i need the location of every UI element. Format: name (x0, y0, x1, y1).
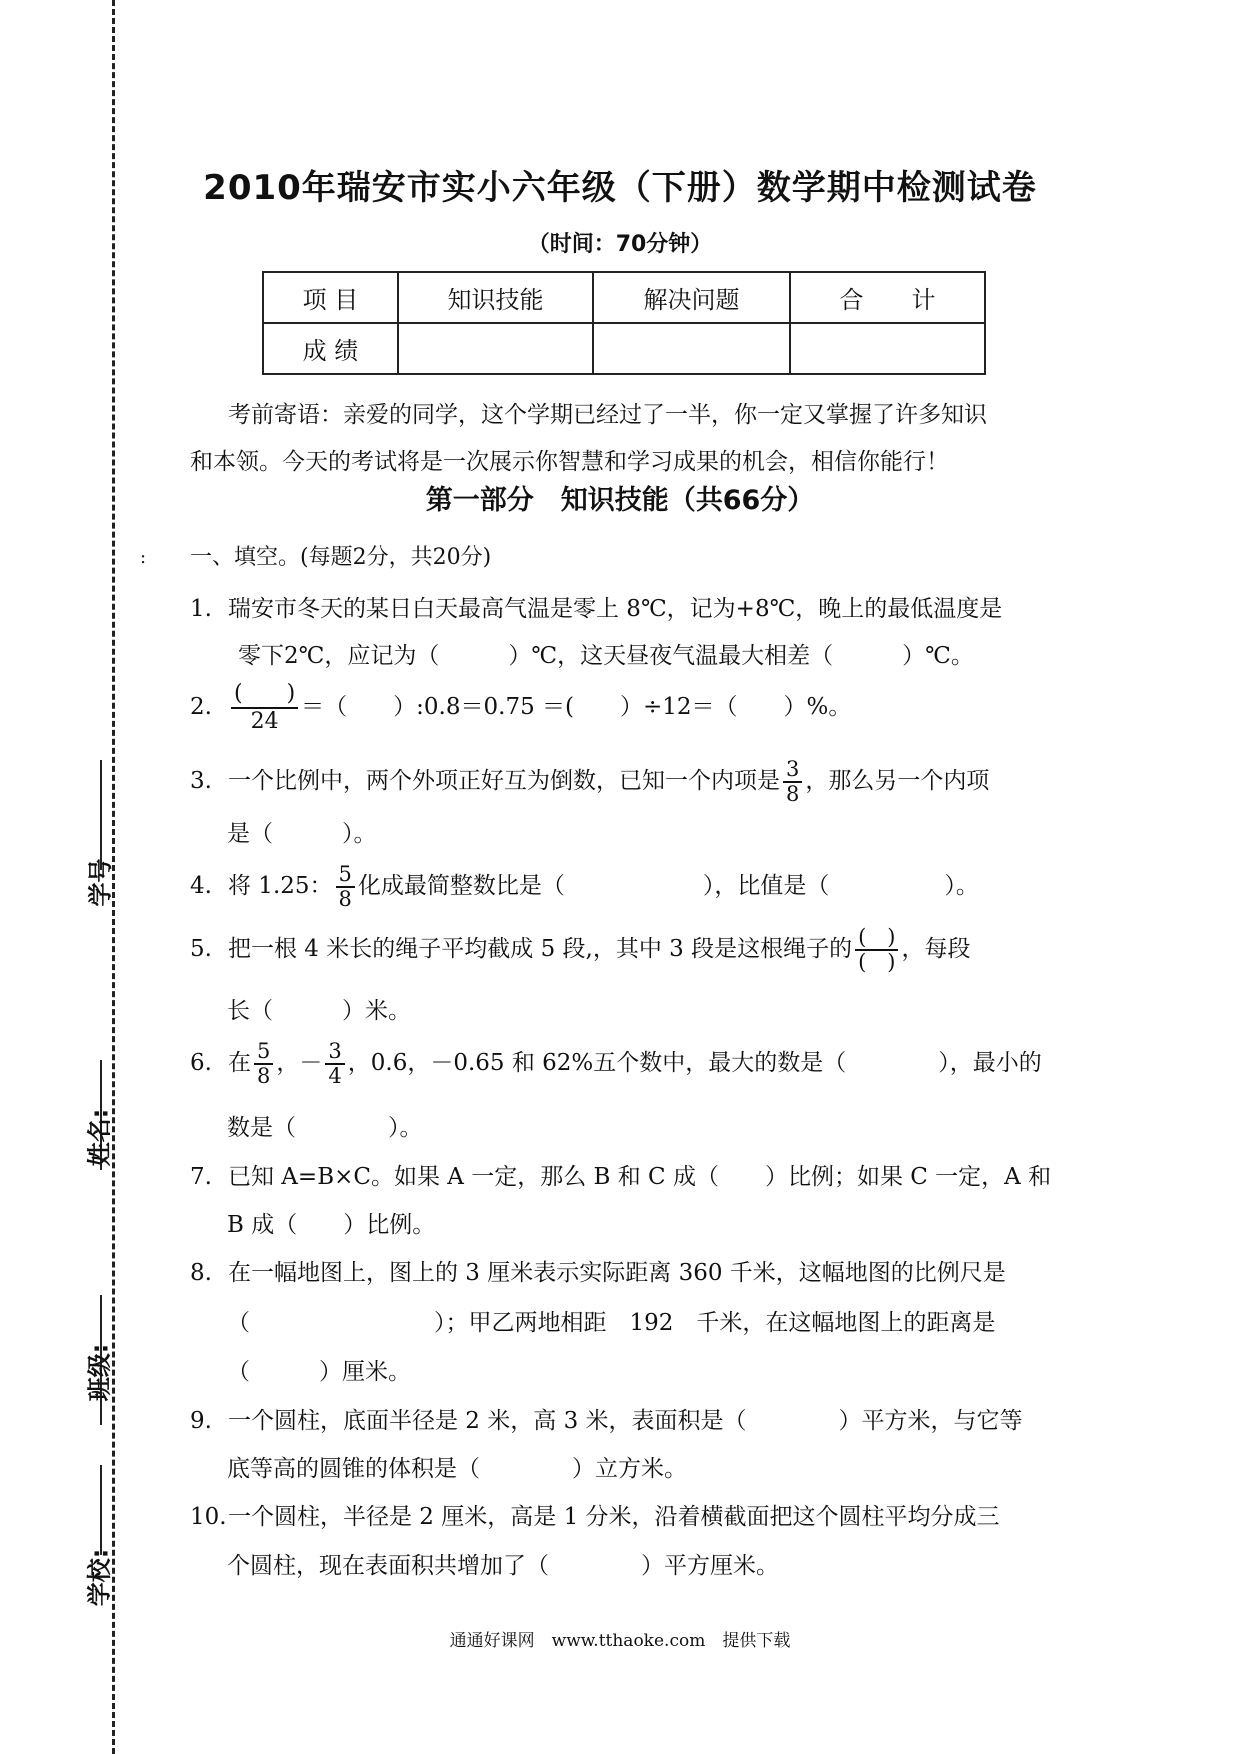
question-text: 一个圆柱，半径是 2 厘米，高是 1 分米，沿着横截面把这个圆柱平均分成三 (228, 1504, 1000, 1530)
question-10 (190, 1498, 1000, 1531)
fraction-numerator: ( ) (855, 926, 898, 951)
header-problem-solving: 解决问题 (593, 272, 790, 323)
question-7-line-2: B 成（ ）比例。 (227, 1212, 436, 1238)
binding-name-label: 姓名: (85, 1108, 114, 1167)
fraction-denominator: 4 (328, 1064, 342, 1088)
student-id-line (100, 760, 102, 870)
question-number: 4. (190, 873, 212, 899)
question-9-line-2: 底等高的圆锥的体积是（ ）立方米。 (227, 1456, 687, 1482)
question-text-tail: ，那么另一个内项 (805, 768, 990, 794)
stray-mark: : (140, 547, 147, 568)
fraction-denominator: 8 (257, 1064, 271, 1088)
question-8-line-3: （ ）厘米。 (227, 1359, 411, 1385)
fraction-numerator: ( ) (231, 681, 298, 709)
fraction-blank-over-24 (231, 681, 298, 735)
fraction-numerator: 3 (783, 758, 802, 783)
question-number: 2. (190, 694, 212, 720)
question-10-line-2: 个圆柱，现在表面积共增加了（ ）平方厘米。 (227, 1553, 779, 1579)
score-table-header-row (263, 272, 985, 323)
question-text: 瑞安市冬天的某日白天最高气温是零上 8℃，记为+8℃，晚上的最低温度是 (228, 596, 1003, 622)
section-one-title: 一、填空。(每题2分，共20分) (190, 545, 492, 570)
question-number: 5. (190, 936, 212, 962)
question-8 (190, 1254, 1006, 1287)
school-line (100, 1465, 102, 1555)
question-number: 9. (190, 1408, 212, 1434)
fraction-denominator: ( ) (858, 950, 896, 974)
question-3-line-2: 是（ ）。 (227, 821, 377, 847)
fraction-3-8 (783, 758, 802, 806)
question-number: 6. (190, 1050, 212, 1076)
fraction-5-8 (336, 863, 355, 911)
question-2 (190, 681, 851, 735)
fraction-3-4 (325, 1040, 344, 1088)
question-text-tail: ，0.6，－0.65 和 62%五个数中，最大的数是（ ），最小的 (347, 1050, 1042, 1076)
question-9 (190, 1402, 1023, 1435)
header-knowledge-skills: 知识技能 (398, 272, 593, 323)
question-1-line-2: 零下2℃，应记为（ ）℃，这天昼夜气温最大相差（ ）℃。 (238, 643, 974, 669)
question-text: 在一幅地图上，图上的 3 厘米表示实际距离 360 千米，这幅地图的比例尺是 (228, 1260, 1006, 1286)
fraction-numerator: 5 (336, 863, 355, 888)
score-cell-knowledge[interactable] (398, 323, 593, 374)
exam-time: （时间：70分钟） (527, 232, 713, 257)
fraction-numerator: 5 (254, 1040, 273, 1065)
binding-class-label: 班级: (85, 1343, 114, 1402)
score-table (262, 271, 986, 375)
question-4 (190, 863, 979, 911)
question-7 (190, 1158, 1051, 1191)
question-text: 把一根 4 米长的绳子平均截成 5 段,，其中 3 段是这根绳子的 (228, 936, 853, 962)
part-one-title: 第一部分 知识技能（共66分） (425, 485, 815, 516)
fraction-5-8 (254, 1040, 273, 1088)
question-number: 7. (190, 1164, 212, 1190)
question-number: 3. (190, 768, 212, 794)
question-text-tail: ，每段 (901, 936, 971, 962)
footer-source: 通通好课网 www.tthaoke.com 提供下载 (449, 1631, 791, 1651)
binding-school-label: 学校: (85, 1548, 114, 1607)
row-label-score: 成 绩 (263, 323, 398, 374)
question-text: 将 1.25： (228, 873, 333, 899)
question-text: 一个圆柱，底面半径是 2 米，高 3 米，表面积是（ ）平方米，与它等 (228, 1408, 1023, 1434)
question-text-tail: 化成最简整数比是（ ），比值是（ ）。 (357, 873, 979, 899)
question-5-line-2: 长（ ）米。 (227, 998, 411, 1024)
question-text: 在 (228, 1050, 251, 1076)
intro-line-2: 和本领。今天的考试将是一次展示你智慧和学习成果的机会，相信你能行！ (190, 449, 949, 475)
question-8-line-2: （ ）；甲乙两地相距 192 千米，在这幅地图上的距离是 (227, 1310, 996, 1336)
score-cell-problem[interactable] (593, 323, 790, 374)
header-item: 项 目 (263, 272, 398, 323)
fraction-numerator: 3 (325, 1040, 344, 1065)
fraction-denominator: 8 (786, 782, 800, 806)
question-text-mid: ，－ (276, 1050, 323, 1076)
exam-title: 2010年瑞安市实小六年级（下册）数学期中检测试卷 (203, 168, 1037, 208)
fraction-blank (855, 926, 898, 974)
question-text: ＝（ ）:0.8＝0.75 ＝( ）÷12＝（ ）%。 (301, 694, 852, 720)
binding-student-id-label: 学号 (86, 858, 115, 907)
fraction-denominator: 8 (338, 887, 352, 911)
score-table-score-row (263, 323, 985, 374)
intro-line-1: 考前寄语：亲爱的同学，这个学期已经过了一半，你一定又掌握了许多知识 (228, 402, 987, 428)
question-6-line-2: 数是（ ）。 (227, 1115, 423, 1141)
question-number: 8. (190, 1260, 212, 1286)
question-6 (190, 1040, 1042, 1088)
fraction-denominator: 24 (250, 709, 279, 734)
intro-message (190, 392, 1056, 486)
question-text: 一个比例中，两个外项正好互为倒数，已知一个内项是 (228, 768, 780, 794)
score-cell-total[interactable] (790, 323, 985, 374)
question-1 (190, 590, 1002, 623)
question-number: 10. (190, 1504, 227, 1530)
question-text: 已知 A=B×C。如果 A 一定，那么 B 和 C 成（ ）比例；如果 C 一定，A 和 (228, 1164, 1052, 1190)
question-5 (190, 926, 970, 974)
question-3 (190, 758, 989, 806)
question-number: 1. (190, 596, 212, 622)
header-total: 合 计 (790, 272, 985, 323)
